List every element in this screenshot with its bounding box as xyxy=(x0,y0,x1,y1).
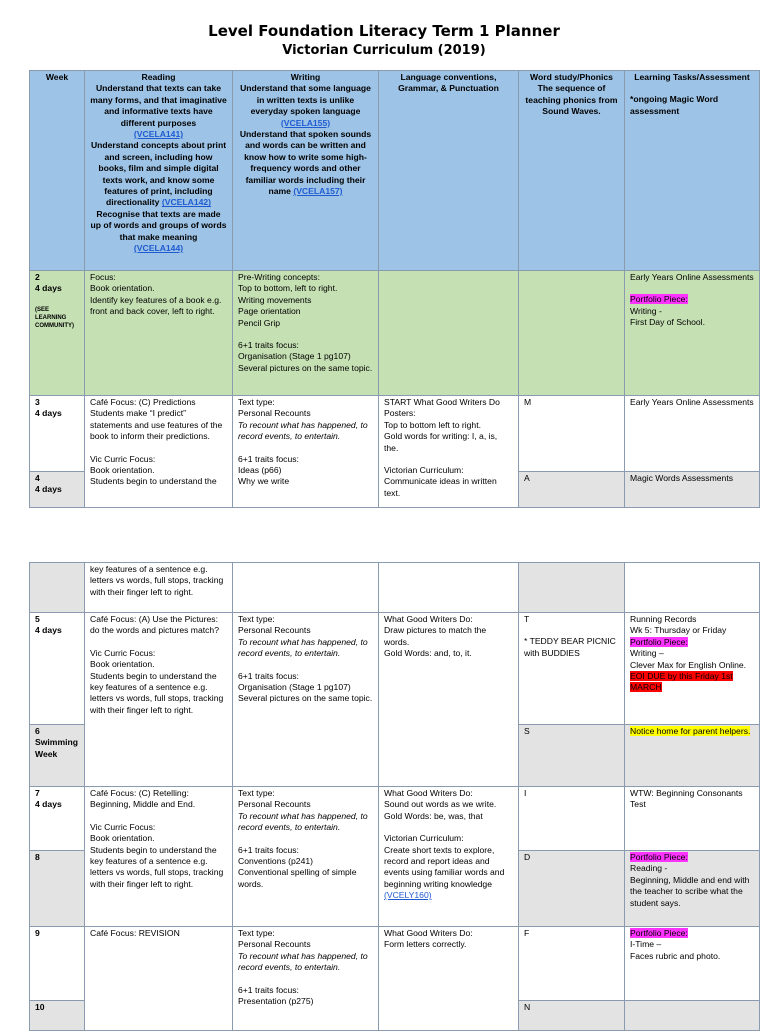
week-7-wordstudy: I xyxy=(519,787,625,851)
week-4-cell: 4 4 days xyxy=(30,472,85,508)
week-4-tasks: Magic Words Assessments xyxy=(625,472,760,508)
week-9-10-reading: Café Focus: REVISION xyxy=(85,927,233,1031)
portfolio-piece-badge: Portfolio Piece: xyxy=(630,852,688,862)
planner-table-page-2 xyxy=(29,562,760,1031)
portfolio-piece-badge: Portfolio Piece: xyxy=(630,294,688,305)
week-5-6-reading: Café Focus: (A) Use the Pictures: do the words and pictures match? Vic Curric Focus: Book orientation. Students begin to understand the key features of a sentence e.g. letters vs words, full stops, tracking with their finger left to right. xyxy=(85,613,233,787)
curriculum-link-vcela155[interactable]: (VCELA155) xyxy=(280,117,331,128)
portfolio-piece-badge: Portfolio Piece: xyxy=(630,928,688,938)
week-8-cell: 8 xyxy=(30,851,85,927)
table-row-continued xyxy=(30,563,760,613)
page-subtitle: Victorian Curriculum (2019) xyxy=(282,43,486,58)
week-7-8-language: What Good Writers Do: Sound out words as we write. Gold Words: be, was, that Victorian Curriculum: Create short texts to explore, record and report ideas and events using familiar words and beginning writing knowledge (VCELY160) xyxy=(379,787,519,927)
week-2-writing: Pre-Writing concepts: Top to bottom, left to right. Writing movements Page orientation Pencil Grip 6+1 traits focus: Organisation (Stage 1 pg107) Several pictures on the same topic. xyxy=(233,271,379,396)
week-8-tasks: Portfolio Piece: Reading - Beginning, Middle and end with the teacher to scribe what the student says. xyxy=(625,851,760,927)
header-tasks-note: *ongoing Magic Word assessment xyxy=(630,94,719,116)
table-row-week-5 xyxy=(30,613,760,725)
week-7-8-writing: Text type: Personal Recounts To recount what has happened, to record events, to entertain. 6+1 traits focus: Conventions (p241) Conventional spelling of simple words. xyxy=(233,787,379,927)
table-row-week-7 xyxy=(30,787,760,851)
week-2-cell: 2 4 days (SEE LEARNING COMMUNITY) xyxy=(30,271,85,396)
week-9-10-language: What Good Writers Do: Form letters correctly. xyxy=(379,927,519,1031)
week-8-wordstudy: D xyxy=(519,851,625,927)
week-10-cell: 10 xyxy=(30,1001,85,1031)
header-writing xyxy=(233,71,379,271)
teddy-bear-picnic-note: * TEDDY BEAR PICNIC with BUDDIES xyxy=(524,636,616,658)
week-9-tasks: Portfolio Piece: I-Time – Faces rubric and photo. xyxy=(625,927,760,1001)
parent-helpers-notice: Notice home for parent helpers. xyxy=(630,726,751,736)
week-3-cell: 3 4 days xyxy=(30,396,85,472)
week-7-tasks: WTW: Beginning Consonants Test xyxy=(625,787,760,851)
week-3-wordstudy: M xyxy=(519,396,625,472)
week-9-10-writing: Text type: Personal Recounts To recount what has happened, to record events, to entertain. 6+1 traits focus: Presentation (p275) xyxy=(233,927,379,1031)
week-5-cell: 5 4 days xyxy=(30,613,85,725)
week-9-wordstudy: F xyxy=(519,927,625,1001)
week-7-cell: 7 4 days xyxy=(30,787,85,851)
header-writing-text-2: Understand that spoken sounds and words can be written and know how to write some high-frequency words and other familiar words including their name (VCELA157) xyxy=(239,129,372,197)
week-6-wordstudy: S xyxy=(519,725,625,787)
week-5-6-language: What Good Writers Do: Draw pictures to match the words. Gold Words: and, to, it. xyxy=(379,613,519,787)
curriculum-link-vcela144[interactable]: (VCELA144) xyxy=(133,243,184,254)
header-reading xyxy=(85,71,233,271)
page-title: Level Foundation Literacy Term 1 Planner xyxy=(208,22,560,40)
week-3-4-writing: Text type: Personal Recounts To recount what has happened, to record events, to entertain. 6+1 traits focus: Ideas (p66) Why we write xyxy=(233,396,379,508)
curriculum-link-vcela157[interactable]: (VCELA157) xyxy=(293,186,343,197)
week-7-8-reading: Café Focus: (C) Retelling: Beginning, Middle and End. Vic Curric Focus: Book orientation. Students begin to understand the key features of a sentence e.g. letters vs words, full stops, tracking with their finger left to right. xyxy=(85,787,233,927)
week-5-6-writing: Text type: Personal Recounts To recount what has happened, to record events, to entertain. 6+1 traits focus: Organisation (Stage 1 pg107) Several pictures on the same topic. xyxy=(233,613,379,787)
week-5-wordstudy: T * TEDDY BEAR PICNIC with BUDDIES xyxy=(519,613,625,725)
header-tasks xyxy=(625,71,760,271)
table-row-week-2 xyxy=(30,271,760,396)
learning-community-note: (SEE LEARNING COMMUNITY) xyxy=(35,306,74,329)
week-5-tasks: Running Records Wk 5: Thursday or Friday Portfolio Piece: Writing – Clever Max for English Online. EOI DUE by this Friday 1st MARCH xyxy=(625,613,760,725)
header-tasks-title: Learning Tasks/Assessment xyxy=(634,72,750,82)
curriculum-link-vcely160[interactable]: (VCELY160) xyxy=(384,890,432,901)
curriculum-link-vcela142[interactable]: (VCELA142) xyxy=(161,197,212,208)
header-writing-title: Writing xyxy=(290,72,321,82)
header-row xyxy=(30,71,760,271)
header-writing-text-1: Understand that some language in written texts is unlike everyday spoken language xyxy=(240,83,371,117)
header-reading-text-1: Understand that texts can take many forms, and that imaginative and informative texts have different purposes xyxy=(90,83,227,128)
header-week: Week xyxy=(30,71,85,271)
week-2-reading: Focus: Book orientation. Identify key features of a book e.g. front and back cover, left to right. xyxy=(85,271,233,396)
week-3-4-reading: Café Focus: (C) Predictions Students make “I predict” statements and use features of the book to inform their predictions. Vic Curric Focus: Book orientation. Students begin to understand the xyxy=(85,396,233,508)
header-reading-text-2: Understand concepts about print and screen, including how books, film and simple digital texts work, and know some features of print, including directionality (VCELA142) xyxy=(90,140,227,208)
curriculum-link-vcela141[interactable]: (VCELA141) xyxy=(133,129,184,140)
week-6-cell: 6 Swimming Week xyxy=(30,725,85,787)
week-2-wordstudy xyxy=(519,271,625,396)
table-row-week-3 xyxy=(30,396,760,472)
planner-table-page-1 xyxy=(29,70,760,508)
week-9-cell: 9 xyxy=(30,927,85,1001)
week-3-4-language: START What Good Writers Do Posters: Top to bottom left to right. Gold words for writing: I, a, is, the. Victorian Curriculum: Communicate ideas in written text. xyxy=(379,396,519,508)
eoi-due-notice: EOI DUE by this Friday 1st MARCH xyxy=(630,671,733,693)
week-2-tasks: Early Years Online Assessments Portfolio Piece: Writing - First Day of School. xyxy=(625,271,760,396)
header-language: Language conventions, Grammar, & Punctuation xyxy=(379,71,519,271)
week-10-wordstudy: N xyxy=(519,1001,625,1031)
week-2-language xyxy=(379,271,519,396)
header-reading-text-3: Recognise that texts are made up of words and groups of words that make meaning xyxy=(90,208,227,242)
header-wordstudy: Word study/Phonics The sequence of teaching phonics from Sound Waves. xyxy=(519,71,625,271)
header-reading-title: Reading xyxy=(141,72,176,82)
week-6-tasks xyxy=(625,725,760,787)
continued-reading: key features of a sentence e.g. letters vs words, full stops, tracking with their finger left to right. xyxy=(85,563,233,613)
portfolio-piece-badge: Portfolio Piece: xyxy=(630,636,688,647)
week-4-wordstudy: A xyxy=(519,472,625,508)
table-row-week-9 xyxy=(30,927,760,1001)
week-3-tasks: Early Years Online Assessments xyxy=(625,396,760,472)
